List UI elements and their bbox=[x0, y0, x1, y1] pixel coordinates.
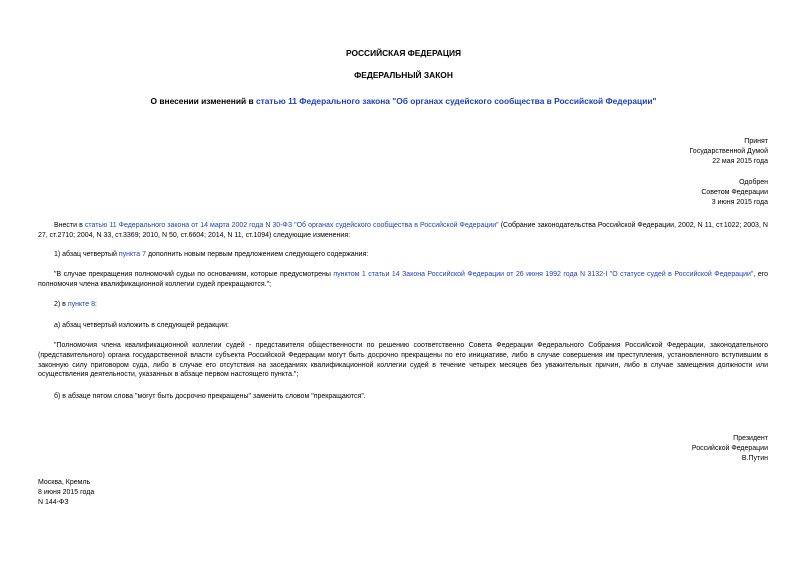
item-1-paragraph bbox=[38, 250, 768, 260]
quote-2-paragraph: "Полномочия члена квалификационной коллегии судей - представителя общественности по решению соответственно Совета Федерации Федерального Собрания Российской Федерации, законодательного (представительного) органа государственной власти субъекта Российской Федерации могут быть досрочно прекращены по его инициативе, либо в случае совершения им преступления, установленного вступившим в законную силу приговором суда, либо в случае его отсутствия на заседаниях квалификационной коллегии судей в течение четырех месяцев без уважительных причин, либо в случае замещения должности или осуществления деятельности, указанных в абзаце первом настоящего пункта."; bbox=[38, 342, 768, 379]
footer-place: Москва, Кремль bbox=[38, 479, 91, 486]
law-title bbox=[0, 96, 807, 108]
accepted-block bbox=[508, 137, 768, 166]
quote-1-paragraph bbox=[38, 270, 768, 290]
footer-number: N 144-ФЗ bbox=[38, 498, 69, 506]
quote-1-suffix: , его полномочия члена квалификационной коллегии судей прекращаются."; bbox=[38, 271, 768, 288]
intro-suffix: (Собрание законодательства Российской Федерации, 2002, N 11, ст.1022; 2003, N 27, ст.2710; 2004, N 33, ст.3369; 2010, N 50, ст.6604; 2014, N 11, ст.1094) следующие изменения: bbox=[38, 222, 768, 239]
item-2a-paragraph: а) абзац четвертый изложить в следующей редакции: bbox=[54, 322, 229, 329]
item-2-link[interactable]: пункте 8 bbox=[67, 301, 95, 308]
item-2-prefix: 2) в bbox=[54, 301, 68, 308]
intro-law-link[interactable]: статью 11 Федерального закона от 14 марта 2002 года N 30-ФЗ "Об органах судейского сообщества в Российской Федерации" bbox=[84, 222, 499, 229]
item-2-suffix: : bbox=[95, 301, 97, 308]
intro-prefix: Внести в bbox=[54, 222, 85, 229]
quote-1-prefix: "В случае прекращения полномочий судьи по основаниям, которые предусмотрены bbox=[54, 271, 334, 278]
accepted-line-3: 22 мая 2015 года bbox=[712, 157, 768, 165]
law-title-prefix: О внесении изменений в bbox=[150, 96, 256, 106]
signature-line-2: Российской Федерации bbox=[691, 444, 768, 452]
approved-line-3: 3 июня 2015 года bbox=[711, 198, 768, 206]
signature-line-1: Президент bbox=[733, 435, 768, 442]
item-2-paragraph bbox=[38, 300, 768, 310]
quote-1-link[interactable]: пунктом 1 статьи 14 Закона Российской Федерации от 26 июня 1992 года N 3132-I "О статусе судей в Российской Федерации" bbox=[333, 271, 754, 278]
footer-block bbox=[38, 478, 94, 507]
item-1-prefix: 1) абзац четвертый bbox=[54, 251, 119, 258]
accepted-line-2: Государственной Думой bbox=[689, 147, 768, 155]
accepted-line-1: Принят bbox=[744, 138, 768, 145]
signature-line-3: В.Путин bbox=[741, 454, 768, 462]
law-type-heading: ФЕДЕРАЛЬНЫЙ ЗАКОН bbox=[354, 70, 453, 80]
law-title-link[interactable]: статью 11 Федерального закона "Об органах судейского сообщества в Российской Федерации" bbox=[255, 96, 657, 106]
item-1-suffix: дополнить новым первым предложением следующего содержания: bbox=[146, 251, 369, 258]
approved-line-1: Одобрен bbox=[739, 179, 768, 186]
item-2b-paragraph: б) в абзаце пятом слова "могут быть досрочно прекращены" заменить словом "прекращаются". bbox=[54, 393, 366, 400]
signature-block bbox=[508, 434, 768, 463]
intro-paragraph bbox=[38, 221, 768, 241]
item-1-link[interactable]: пункта 7 bbox=[118, 251, 147, 258]
federation-heading: РОССИЙСКАЯ ФЕДЕРАЦИЯ bbox=[345, 48, 462, 58]
approved-line-2: Советом Федерации bbox=[701, 188, 768, 196]
approved-block bbox=[508, 178, 768, 207]
footer-date: 8 июня 2015 года bbox=[38, 488, 95, 496]
